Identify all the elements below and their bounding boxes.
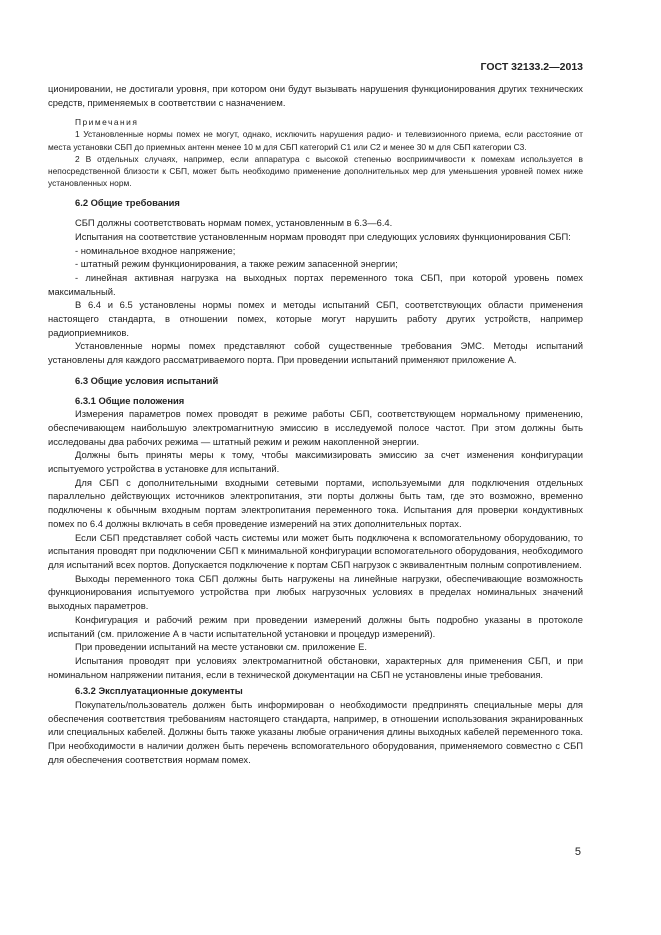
- paragraph: Испытания на соответствие установленным нормам проводят при следующих условиях функционирования СБП:: [75, 230, 571, 242]
- list-item: - штатный режим функционирования, а также режим запасенной энергии;: [75, 258, 398, 270]
- section-heading-6-2: 6.2 Общие требования: [75, 197, 180, 209]
- paragraph: Испытания проводят при условиях электромагнитной обстановки, характерных для применения СБП, и при номинальном напряжении питания, если в технической документации на СБП не установлены иные требования.: [48, 654, 583, 680]
- page-number: 5: [574, 846, 581, 858]
- paragraph: Выходы переменного тока СБП должны быть нагружены на линейные нагрузки, обеспечивающие возможность функционирования испытуемого устройства при любых нагрузочных условиях в пределах номинальных значений выходных параметров.: [48, 572, 583, 612]
- list-item: - линейная активная нагрузка на выходных портах переменного тока СБП, при которой уровень помех максимальный.: [48, 271, 583, 297]
- section-heading-6-3-2: 6.3.2 Эксплуатационные документы: [75, 685, 243, 697]
- paragraph: Измерения параметров помех проводят в режиме работы СБП, соответствующем нормальному применению, обеспечивающем наибольшую электромагнитную эмиссию в исследуемой полосе частот. При этом должны быть исследованы два рабочих режима — штатный режим и режим накопленной энергии.: [48, 408, 583, 447]
- paragraph: СБП должны соответствовать нормам помех, установленным в 6.3—6.4.: [75, 217, 393, 229]
- paragraph: Должны быть приняты меры к тому, чтобы максимизировать эмиссию за счет изменения конфигурации испытуемого устройства в установке для испытаний.: [48, 449, 583, 475]
- paragraph: Конфигурация и рабочий режим при проведении измерений должны быть подробно указаны в протоколе испытаний (см. приложение А в части испытательной установки и процедур измерений).: [48, 613, 583, 639]
- paragraph: При проведении испытаний на месте установки см. приложение Е.: [75, 641, 367, 653]
- intro-paragraph: ционировании, не достигали уровня, при котором они будут вызывать нарушения функционирования других технических средств, применяемых в соответствии с назначением.: [48, 83, 583, 108]
- paragraph: Покупатель/пользователь должен быть информирован о необходимости предпринять специальные меры для обеспечения соответствия требованиям настоящего стандарта, например, в отношении использования экранированных или специальных кабелей. Должны быть также указаны любые ограничения длины выходных кабелей переменного тока. При необходимости в наличии должен быть перечень вспомогательного оборудования, применяемого совместно с СБП для обеспечения соответствия нормам помех.: [48, 699, 583, 765]
- note-item: 2 В отдельных случаях, например, если аппаратура с высокой степенью восприимчивости к помехам используется в непосредственной близости к СБП, может быть необходимо применение дополнительных мер для уменьшения уровней помех ниже установленных норм.: [48, 153, 583, 189]
- paragraph: Если СБП представляет собой часть системы или может быть подключена к вспомогательному оборудованию, то испытания проводят при подключении СБП к минимальной конфигурации вспомогательного оборудования, необходимого для испытаний всех портов. Допускается подключение к портам СБП нагрузок с эквивалентным полным сопротивлением.: [48, 531, 583, 570]
- standard-code: ГОСТ 32133.2—2013: [480, 61, 583, 73]
- paragraph: Установленные нормы помех представляют собой существенные требования ЭМС. Методы испытаний установлены для каждого рассматриваемого порта. При проведении испытаний применяют приложение А.: [48, 340, 583, 366]
- note-item: 1 Установленные нормы помех не могут, однако, исключить нарушения радио- и телевизионного приема, если расстояние от места установки СБП до приемных антенн менее 10 м для СБП категорий С1 или С2 и менее 30 м для СБП категории С3.: [48, 129, 583, 152]
- paragraph: В 6.4 и 6.5 установлены нормы помех и методы испытаний СБП, соответствующих области применения настоящего стандарта, в отношении помех, которые могут нарушить работу других устройств, например радиоприемников.: [48, 299, 583, 338]
- document-body: [48, 82, 583, 767]
- section-heading-6-3: 6.3 Общие условия испытаний: [75, 374, 219, 386]
- paragraph: Для СБП с дополнительными входными сетевыми портами, используемыми для подключения отдельных параллельно действующих источников электропитания, эти порты должны быть там, где это возможно, временно подключены к обычным входным портам электропитания переменного тока. Испытания для проверки кондуктивных помех по 6.4 должны включать в себя проведение измерений на этих дополнительных портах.: [48, 476, 583, 529]
- section-heading-6-3-1: 6.3.1 Общие положения: [75, 394, 185, 406]
- notes-title: Примечания: [75, 117, 139, 128]
- list-item: - номинальное входное напряжение;: [75, 244, 236, 256]
